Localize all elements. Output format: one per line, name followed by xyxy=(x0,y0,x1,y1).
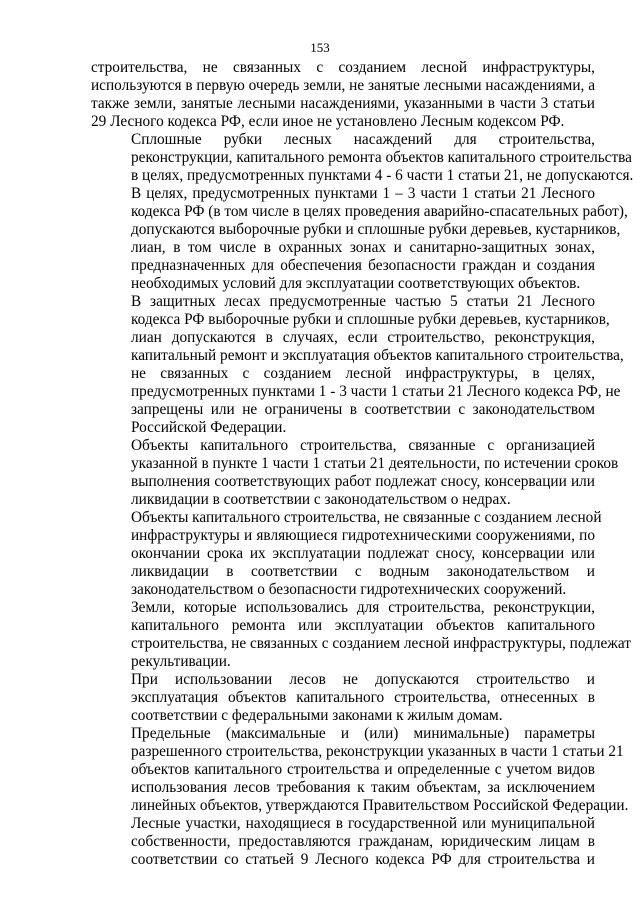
text-line: запрещены или не ограничены в соответствии с законодательством xyxy=(131,401,595,418)
text-line: В целях, предусмотренных пунктами 1 – 3 части 1 статьи 21 Лесного xyxy=(131,185,595,202)
text-line: ликвидации в соответствии с законодательством о недрах. xyxy=(131,491,511,508)
text-line: предусмотренных пунктами 1 - 3 части 1 статьи 21 Лесного кодекса РФ, не xyxy=(131,383,621,400)
paragraph xyxy=(91,509,602,599)
text-line: используются в первую очередь земли, не занятые лесными насаждениями, а xyxy=(91,77,595,94)
text-line: собственности, предоставляются гражданам, юридическим лицам в xyxy=(131,833,595,850)
paragraph xyxy=(91,437,619,509)
text-line: инфраструктуры и являющиеся гидротехническими сооружениями, по xyxy=(131,527,595,544)
text-line: Объекты капитального строительства, связанные с организацией xyxy=(131,437,595,454)
text-line: выполнения соответствующих работ подлежат сносу, консервации или xyxy=(131,473,595,490)
text-line: эксплуатация объектов капитального строительства, отнесенных в xyxy=(131,689,595,706)
text-line: в целях, предусмотренных пунктами 4 - 6 части 1 статьи 21, не допускаются. xyxy=(131,167,634,184)
text-line: линейных объектов, утверждаются Правительством Российской Федерации. xyxy=(131,797,629,814)
text-line: указанной в пункте 1 части 1 статьи 21 деятельности, по истечении сроков xyxy=(131,455,619,472)
text-line: ликвидации в соответствии с водным законодательством и xyxy=(131,563,595,580)
body-text xyxy=(91,59,634,869)
paragraph xyxy=(91,671,595,725)
page-number: 153 xyxy=(310,40,330,55)
text-line: разрешенного строительства, реконструкции указанных в части 1 статьи 21 xyxy=(131,743,624,760)
paragraph xyxy=(91,815,595,869)
text-line: предназначенных для обеспечения безопасности граждан и создания xyxy=(131,257,595,274)
text-line: Российской Федерации. xyxy=(131,419,287,436)
text-line: законодательством о безопасности гидротехнических сооружений. xyxy=(131,581,567,598)
text-line: лиан допускаются в случаях, если строительство, реконструкция, xyxy=(131,329,595,346)
paragraph xyxy=(91,131,634,185)
text-line: допускаются выборочные рубки и сплошные рубки деревьев, кустарников, xyxy=(131,221,621,238)
text-line: Сплошные рубки лесных насаждений для строительства, xyxy=(131,131,595,148)
text-line: реконструкции, капитального ремонта объектов капитального строительства xyxy=(131,149,632,166)
text-line: кодекса РФ выборочные рубки и сплошные рубки деревьев, кустарников, xyxy=(131,311,610,328)
text-line: 29 Лесного кодекса РФ, если иное не установлено Лесным кодексом РФ. xyxy=(91,113,565,130)
text-line: использования лесов требования к таким объектам, за исключением xyxy=(131,779,595,796)
text-line: строительства, не связанных с созданием лесной инфраструктуры, подлежат xyxy=(131,635,631,652)
paragraph xyxy=(91,185,628,293)
text-line: Лесные участки, находящиеся в государственной или муниципальной xyxy=(131,815,595,832)
text-line: объектов капитального строительства и определенные с учетом видов xyxy=(131,761,595,778)
text-line: Земли, которые использовались для строительства, реконструкции, xyxy=(131,599,595,616)
text-line: В защитных лесах предусмотренные частью 5 статьи 21 Лесного xyxy=(131,293,595,310)
text-line: окончании срока их эксплуатации подлежат сносу, консервации или xyxy=(131,545,595,562)
paragraph xyxy=(91,599,631,671)
text-line: строительства, не связанных с созданием лесной инфраструктуры, xyxy=(91,59,595,76)
text-line: Предельные (максимальные и (или) минимальные) параметры xyxy=(131,725,595,742)
text-line: рекультивации. xyxy=(131,653,231,670)
paragraph xyxy=(91,59,595,131)
text-line: капитальный ремонт и эксплуатация объектов капитального строительства, xyxy=(131,347,624,364)
text-line: При использовании лесов не допускаются строительство и xyxy=(131,671,595,688)
text-line: необходимых условий для эксплуатации соответствующих объектов. xyxy=(131,275,581,292)
text-line: кодекса РФ (в том числе в целях проведения аварийно-спасательных работ), xyxy=(131,203,628,220)
text-line: Объекты капитального строительства, не связанные с созданием лесной xyxy=(131,509,602,526)
text-line: соответствии с федеральными законами к жилым домам. xyxy=(131,707,503,724)
paragraph xyxy=(91,725,629,815)
text-line: лиан, в том числе в охранных зонах и санитарно-защитных зонах, xyxy=(131,239,595,256)
text-line: соответствии со статьей 9 Лесного кодекса РФ для строительства и xyxy=(131,851,595,868)
text-line: также земли, занятые лесными насаждениями, указанными в части 3 статьи xyxy=(91,95,595,112)
paragraph xyxy=(91,293,624,437)
text-line: не связанных с созданием лесной инфраструктуры, в целях, xyxy=(131,365,595,382)
text-line: капитального ремонта или эксплуатации объектов капитального xyxy=(131,617,595,634)
